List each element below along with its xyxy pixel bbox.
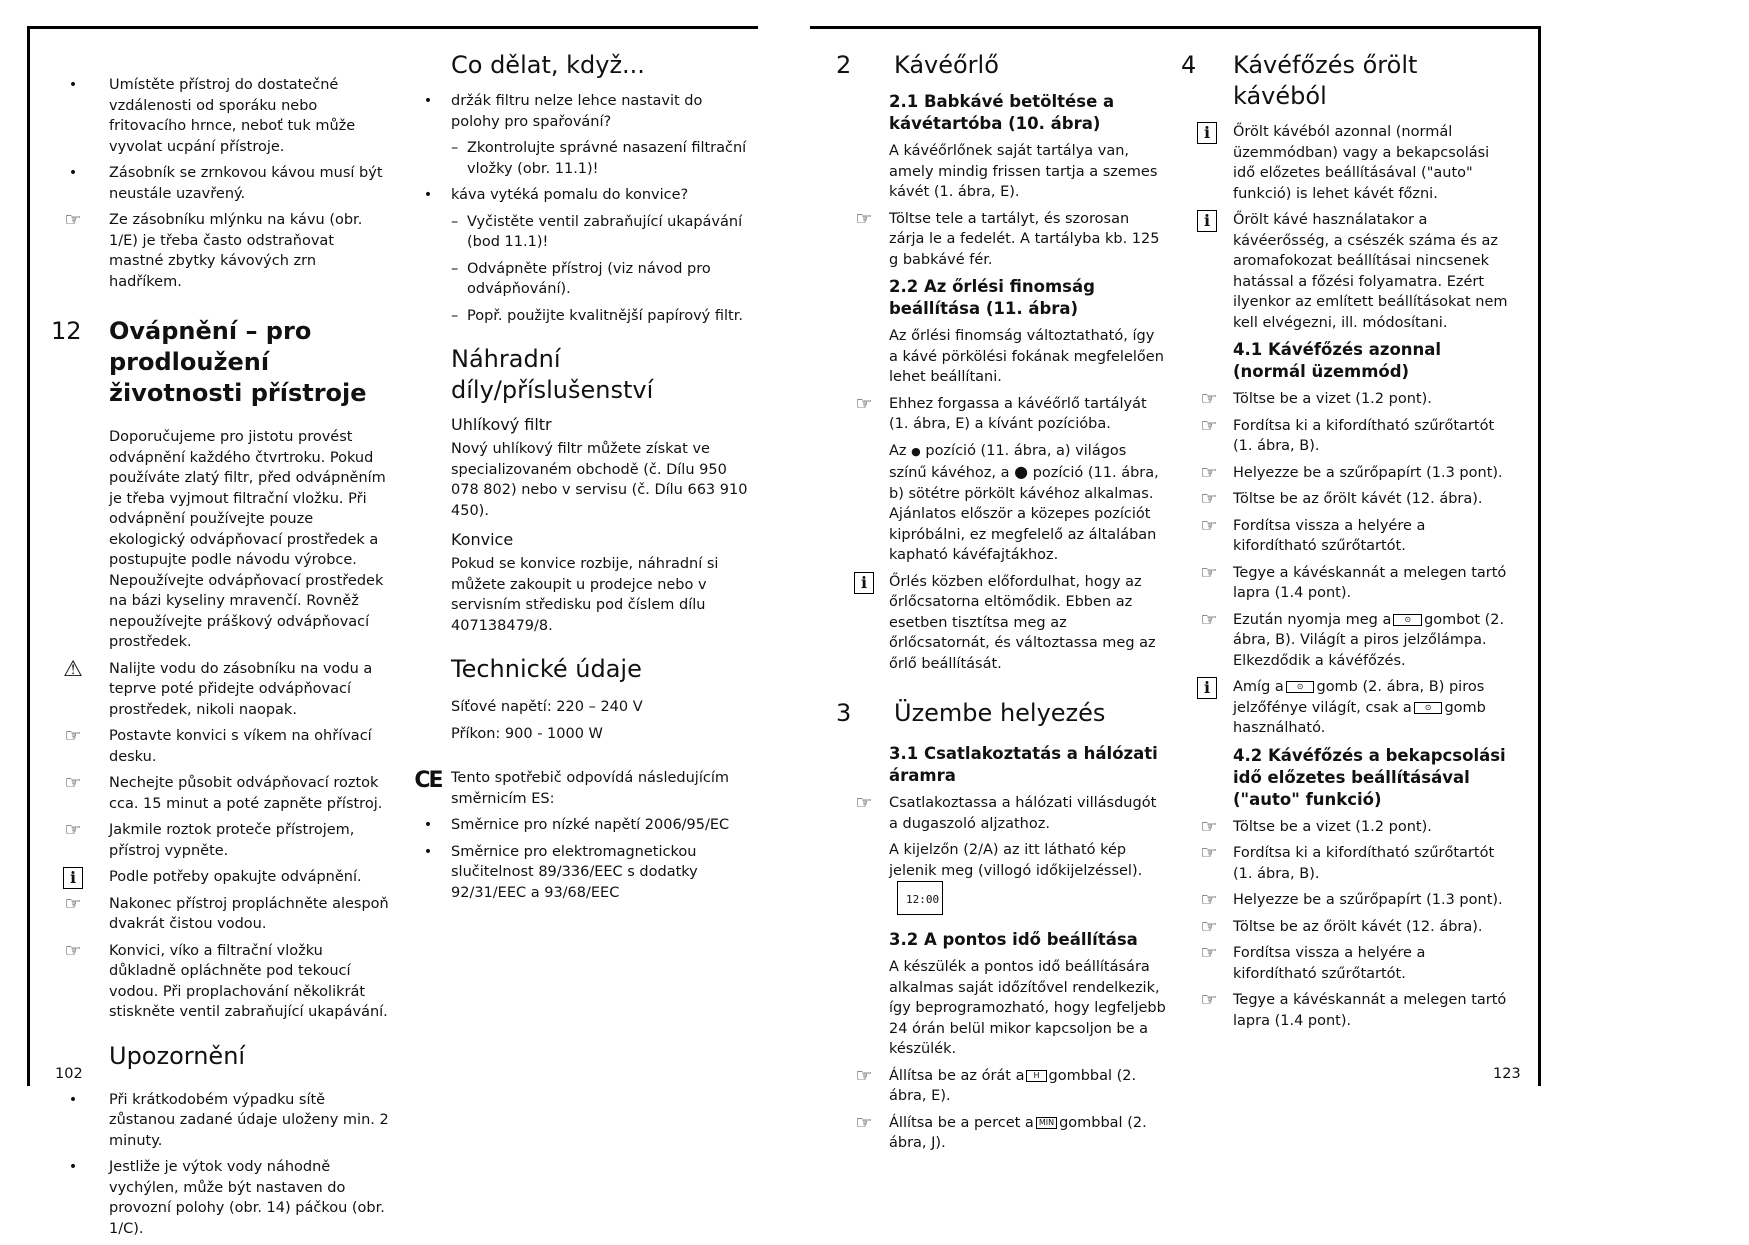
info-icon: i	[1197, 122, 1217, 144]
list-item: ☞ Helyezze be a szűrőpapírt (1.3 pont).	[1181, 890, 1511, 911]
list-item: ☞ Ehhez forgassa a kávéőrlő tartályát (1. ábra, E) a kívánt pozícióba.	[836, 394, 1166, 435]
list-item: i Őrölt kávéból azonnal (normál üzemmódban) vagy a bekapcsolási idő előzetes beállításával ("auto" funkció) is lehet kávét főzni.	[1181, 122, 1511, 204]
list-item: ⚠ Nalijte vodu do zásobníku na vodu a teprve poté přidejte odvápňovací prostředek, nikoli naopak.	[51, 659, 391, 721]
info-icon: i	[854, 572, 874, 594]
pointing-hand-icon: ☞	[64, 772, 82, 794]
pointing-hand-icon: ☞	[64, 819, 82, 841]
subheading: Konvice	[451, 530, 514, 549]
left-page-left-rule	[27, 26, 30, 1086]
large-dot-icon: ●	[1014, 462, 1029, 481]
list-item: ☞ Töltse be a vizet (1.2 pont).	[1181, 817, 1511, 838]
list-item: ☞ Ezután nyomja meg a ⊙ gombot (2. ábra, B). Világít a piros jelzőlámpa. Elkezdődik a kávéfőzés.	[1181, 610, 1511, 672]
start-key-icon: ⊙	[1414, 702, 1443, 714]
left-page-top-rule	[27, 26, 758, 29]
paragraph: Pokud se konvice rozbije, náhradní si můžete zakoupit u prodejce nebo v servisním středisku pod číslem dílu 407138479/8.	[451, 556, 719, 634]
pointing-hand-icon: ☞	[1200, 989, 1218, 1011]
list-item: • držák filtru nelze lehce nastavit do polohy pro spařování?	[423, 93, 703, 130]
list-item: i Amíg a ⊙ gomb (2. ábra, B) piros jelzőfénye világít, csak a ⊙ gomb használható.	[1181, 677, 1511, 739]
list-item: ☞ Ze zásobníku mlýnku na kávu (obr. 1/E) je třeba často odstraňovat mastné zbytky kávových zrn hadříkem.	[51, 210, 391, 292]
section-heading: 3 Üzembe helyezés	[836, 699, 1106, 727]
list-item: • Směrnice pro elektromagnetickou slučitelnost 89/336/EEC s dodatky 92/31/EEC a 93/68/EEC	[423, 843, 698, 901]
list-item: ☞ Jakmile roztok proteče přístrojem, přístroj vypněte.	[51, 820, 391, 861]
start-key-icon: ⊙	[1393, 614, 1422, 626]
list-item: ☞ Postavte konvici s víkem na ohřívací desku.	[51, 726, 391, 767]
page-number-right: 123	[1493, 1066, 1521, 1082]
subheading: 3.1 Csatlakoztatás a hálózati áramra	[889, 744, 1158, 785]
pointing-hand-icon: ☞	[1200, 842, 1218, 864]
info-icon: i	[63, 867, 83, 889]
list-item: i Őrölt kávé használatakor a kávéerősség, a csészék száma és az aromafokozat beállításai nincsenek hatással a főzési folyamatra. Ezért ilyenkor az említett beállításokat nem kell elvégezni, ill. módosítani.	[1181, 210, 1511, 333]
section-heading: Náhradní díly/příslušenství	[451, 345, 654, 404]
pointing-hand-icon: ☞	[1200, 608, 1218, 631]
list-item: i Podle potřeby opakujte odvápnění.	[51, 867, 391, 888]
subheading: Uhlíkový filtr	[451, 415, 552, 434]
list-item: – Odvápněte přístroj (viz návod pro odvápňování).	[451, 259, 751, 300]
voltage-value: Síťové napětí: 220 – 240 V	[451, 699, 643, 715]
section-heading: Co dělat, když...	[451, 51, 645, 79]
list-item: ☞ Fordítsa ki a kifordítható szűrőtartót (1. ábra, B).	[1181, 843, 1511, 884]
list-item: ☞ Fordítsa vissza a helyére a kifordítható szűrőtartót.	[1181, 516, 1511, 557]
pointing-hand-icon: ☞	[855, 207, 873, 230]
pointing-hand-icon: ☞	[1200, 414, 1218, 437]
list-item: ☞ Nechejte působit odvápňovací roztok cca. 15 minut a poté zapněte přístroj.	[51, 773, 391, 814]
bullet-icon: •	[68, 1159, 78, 1175]
subheading: 4.1 Kávéfőzés azonnal (normál üzemmód)	[1233, 340, 1442, 381]
list-item: ☞ Töltse be az őrölt kávét (12. ábra).	[1181, 917, 1511, 938]
section-heading: 12 Ovápnění – pro prodloužení životnosti přístroje	[51, 317, 367, 407]
pointing-hand-icon: ☞	[1200, 815, 1218, 838]
pointing-hand-icon: ☞	[1200, 561, 1218, 584]
warning-icon: ⚠	[63, 656, 83, 682]
list-item: • Jestliže je výtok vody náhodně vychýlen, může být nastaven do provozní polohy (obr. 14) páčkou (obr. 1/C).	[51, 1157, 391, 1239]
right-page-column-2	[1181, 50, 1511, 1037]
bullet-icon: •	[68, 77, 78, 93]
start-key-icon: ⊙	[1286, 681, 1315, 693]
display-illustration: 12:00	[897, 881, 943, 915]
section-heading: Technické údaje	[451, 655, 642, 683]
section-heading: 4 Kávéfőzés őrölt kávéból	[1181, 51, 1418, 110]
power-value: Příkon: 900 - 1000 W	[451, 725, 603, 742]
list-item: • káva vytéká pomalu do konvice?	[423, 185, 751, 206]
left-page-column-1	[51, 75, 391, 1245]
pointing-hand-icon: ☞	[1200, 915, 1218, 938]
pointing-hand-icon: ☞	[64, 209, 82, 231]
small-dot-icon: ●	[911, 444, 921, 458]
right-page-column-1	[836, 50, 1166, 1160]
list-item: ☞ Helyezze be a szűrőpapírt (1.3 pont).	[1181, 463, 1511, 484]
bullet-icon: •	[423, 187, 433, 203]
list-item: • Umístěte přístroj do dostatečné vzdálenosti od sporáku nebo fritovacího hrnce, neboť tuk může vyvolat ucpání přístroje.	[51, 75, 391, 157]
paragraph: Doporučujeme pro jistotu provést odvápnění každého čtvrtroku. Pokud používáte zlatý filtr, před odvápněním je třeba vyjmout filtrační vložku. Při odvápnění používejte pouze ekologický odvápňovací prostředek a postupujte podle návodu výrobce. Nepoužívejte odvápňovací prostředek na bázi kyseliny mravenčí. Rovněž nepoužívejte práškový odvápňovací prostředek.	[109, 429, 386, 650]
paragraph: Az ● pozíció (11. ábra, a) világos színű kávéhoz, a ● pozíció (11. ábra, b) sötétre pörkölt kávéhoz alkalmas. Ajánlatos először a közepes pozíciót kipróbálni, ez megfelelő az általában kapható kávéfajtákhoz.	[889, 442, 1159, 563]
right-page-right-rule	[1538, 26, 1541, 1086]
pointing-hand-icon: ☞	[64, 939, 82, 962]
pointing-hand-icon: ☞	[1200, 889, 1218, 911]
pointing-hand-icon: ☞	[855, 1111, 873, 1134]
paragraph: Az őrlési finomság változtatható, így a kávé pörkölési fokának megfelelően lehet beállítani.	[889, 328, 1164, 385]
bullet-icon: •	[68, 165, 78, 181]
pointing-hand-icon: ☞	[855, 1064, 873, 1087]
list-item: ☞ Töltse tele a tartályt, és szorosan zárja le a fedelét. A tartályba kb. 125 g babkávé fér.	[836, 209, 1166, 271]
list-item: ☞ Töltse be a vizet (1.2 pont).	[1181, 389, 1511, 410]
subheading: 2.1 Babkávé betöltése a kávétartóba (10. ábra)	[889, 92, 1115, 133]
info-icon: i	[1197, 210, 1217, 232]
pointing-hand-icon: ☞	[1200, 388, 1218, 410]
pointing-hand-icon: ☞	[64, 725, 82, 747]
page-number-left: 102	[55, 1066, 83, 1082]
left-page-column-2	[414, 50, 751, 909]
list-item: i Őrlés közben előfordulhat, hogy az őrlőcsatorna eltömődik. Ebben az esetben tisztítsa meg az őrlőcsatornát, és változtassa meg az őrlő beállítását.	[836, 572, 1166, 675]
subheading: 4.2 Kávéfőzés a bekapcsolási idő előzetes beállításával ("auto" funkció)	[1233, 745, 1506, 809]
paragraph: A kijelzőn (2/A) az itt látható kép jelenik meg (villogó időkijelzéssel). 12:00	[836, 840, 1166, 915]
info-icon: i	[1197, 677, 1217, 699]
list-item: ☞ Fordítsa vissza a helyére a kifordítható szűrőtartót.	[1181, 943, 1511, 984]
list-item: ☞ Nakonec přístroj propláchněte alespoň dvakrát čistou vodou.	[51, 894, 391, 935]
paragraph: A kávéőrlőnek saját tartálya van, amely mindig frissen tartja a szemes kávét (1. ábra, E).	[889, 143, 1158, 200]
list-item: ☞ Töltse be az őrölt kávét (12. ábra).	[1181, 489, 1511, 510]
pointing-hand-icon: ☞	[1200, 461, 1218, 484]
list-item: ☞ Konvici, víko a filtrační vložku důkladně opláchněte pod tekoucí vodou. Při proplachování několikrát stiskněte ventil zabraňující ukapávání.	[51, 941, 391, 1023]
bullet-icon: •	[423, 93, 433, 109]
pointing-hand-icon: ☞	[1200, 488, 1218, 510]
subheading: 2.2 Az őrlési finomság beállítása (11. ábra)	[889, 277, 1095, 318]
bullet-icon: •	[423, 817, 433, 833]
pointing-hand-icon: ☞	[64, 892, 82, 915]
bullet-icon: •	[423, 843, 433, 860]
list-item: – Popř. použijte kvalitnější papírový filtr.	[451, 306, 751, 327]
paragraph: Nový uhlíkový filtr můžete získat ve specializovaném obchodě (č. Dílu 950 078 802) nebo v servisu (č. Dílu 663 910 450).	[451, 441, 748, 519]
right-page-top-rule	[810, 26, 1541, 29]
list-item: – Zkontrolujte správné nasazení filtrační vložky (obr. 11.1)!	[451, 138, 751, 179]
list-item: • Při krátkodobém výpadku sítě zůstanou zadané údaje uloženy min. 2 minuty.	[51, 1090, 391, 1152]
hour-key-icon: H	[1026, 1070, 1046, 1082]
list-item: • Zásobník se zrnkovou kávou musí být neustále uzavřený.	[51, 163, 391, 204]
list-item: ☞ Csatlakoztassa a hálózati villásdugót a dugaszoló aljzathoz.	[836, 793, 1166, 834]
pointing-hand-icon: ☞	[1200, 514, 1218, 537]
list-item: CE Tento spotřebič odpovídá následujícím směrnicím ES:	[411, 768, 751, 809]
pointing-hand-icon: ☞	[1200, 942, 1218, 964]
list-item: ☞ Tegye a kávéskannát a melegen tartó lapra (1.4 pont).	[1181, 990, 1511, 1031]
minute-key-icon: MIN	[1036, 1117, 1057, 1129]
list-item: ☞ Állítsa be az órát a H gombbal (2. ábra, E).	[836, 1066, 1166, 1107]
list-item: – Vyčistěte ventil zabraňující ukapávání (bod 11.1)!	[451, 212, 751, 253]
section-heading: Upozornění	[109, 1041, 246, 1070]
list-item: • Směrnice pro nízké napětí 2006/95/EC	[423, 815, 751, 836]
paragraph: A készülék a pontos idő beállítására alkalmas saját időzítővel rendelkezik, így beprogramozható, hogy legfeljebb 24 órán belül mikor kapcsoljon be a készülék.	[889, 959, 1166, 1057]
list-item: ☞ Állítsa be a percet a MIN gombbal (2. ábra, J).	[836, 1113, 1166, 1154]
pointing-hand-icon: ☞	[855, 792, 873, 814]
section-heading: 2 Kávéőrlő	[836, 51, 999, 79]
subheading: 3.2 A pontos idő beállítása	[889, 930, 1138, 949]
list-item: ☞ Fordítsa ki a kifordítható szűrőtartót (1. ábra, B).	[1181, 416, 1511, 457]
ce-mark-icon: CE	[414, 768, 442, 793]
pointing-hand-icon: ☞	[855, 392, 873, 415]
bullet-icon: •	[68, 1091, 78, 1108]
list-item: ☞ Tegye a kávéskannát a melegen tartó lapra (1.4 pont).	[1181, 563, 1511, 604]
